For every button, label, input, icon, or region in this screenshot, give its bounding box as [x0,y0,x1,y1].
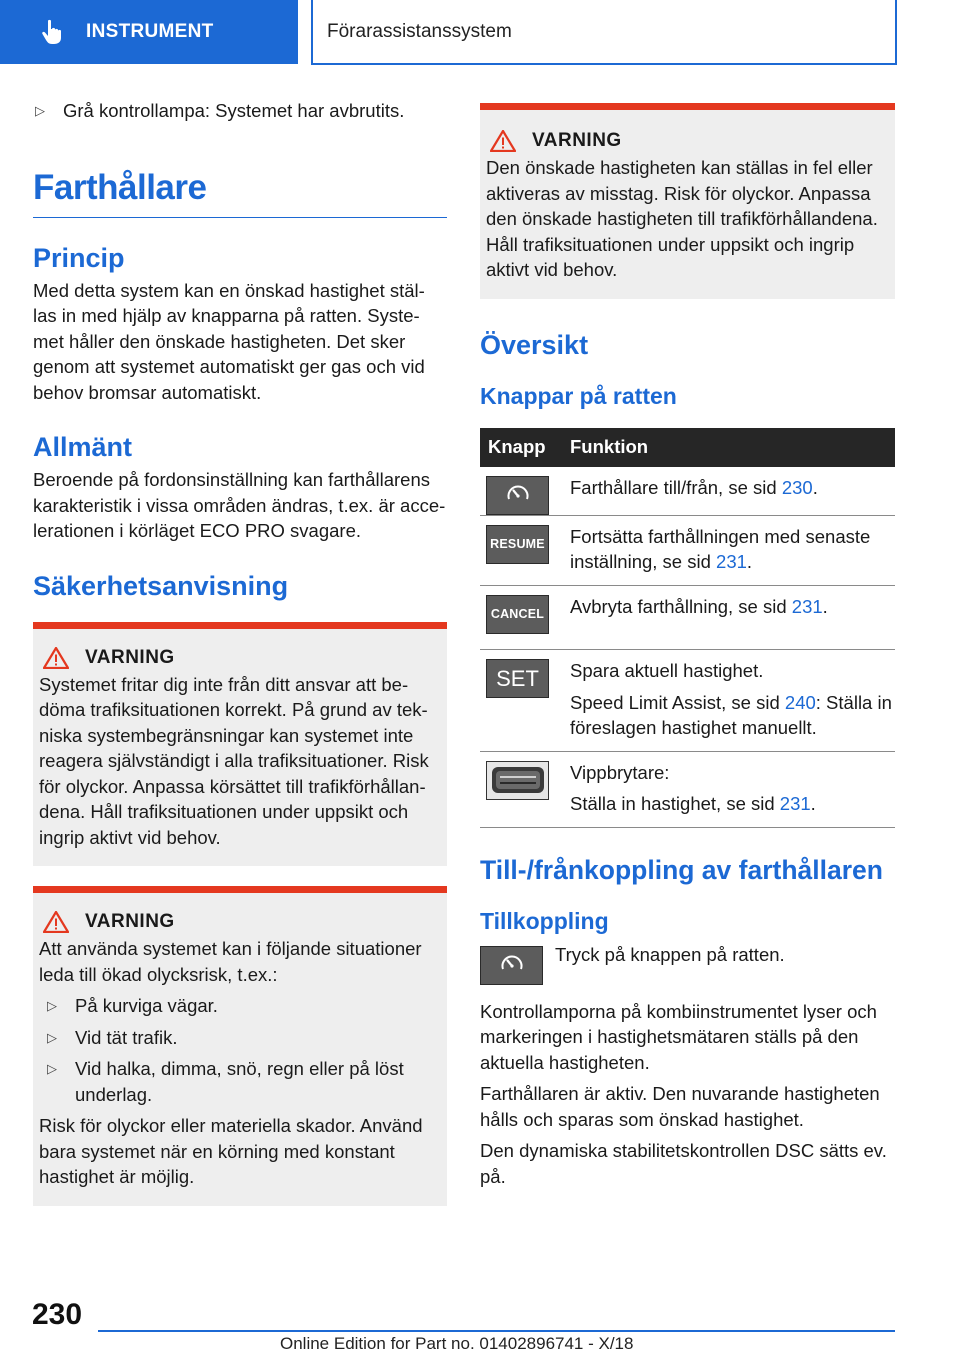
function-text: : Ställa in föreslagen hastighet manuellt. [570,691,892,738]
triangle-bullet-icon: ▷ [47,1029,57,1045]
paragraph: Farthållaren är aktiv. Den nuvarande hastigheten hålls och sparas som önskad hastighet. [480,1083,880,1130]
oversikt-heading: Översikt [480,329,589,360]
knappar-heading: Knappar på ratten [480,382,677,409]
warning-text: Systemet fritar dig inte från ditt ansvar att be-döma trafiksituationen korrekt. På grund av tek-niska systembegränsningar kan systemet inte reagera självständigt i alla trafiksituationer. Risk för olyckor. Anpassa körsättet till trafikförhållan-dena. Håll trafiksituationen under uppsikt och ingrip aktivt vid behov. [39,673,429,848]
princip-text: Med detta system kan en önskad hastighet stäl-las in med hjälp av knapparna på ratten. Syste-met håller den önskade hastigheten. Det sker genom att systemet automatiskt ger gas och vid behov bromsar automatiskt. [33,279,425,403]
function-cell [562,467,895,516]
list-item-text: Vid tät trafik. [75,1026,178,1048]
list-item [47,1025,441,1051]
section-header [311,0,897,65]
function-text: . [812,476,818,498]
warning-outro: Risk för olyckor eller materiella skador. Använd bara systemet när en körning med konstant hastighet är möjlig. [39,1115,423,1187]
table-row [480,515,895,585]
paragraph: Kontrollamporna på kombiinstrumentet lyser och markeringen i hastighetsmätaren ställs på den aktuella hastigheten. [480,1000,877,1073]
cruise-control-icon [486,476,549,515]
function-cell [562,585,895,650]
table-row [480,467,895,516]
warning-icon [490,130,516,152]
warning-title: VARNING [85,911,175,932]
col-header-function: Funktion [562,428,895,467]
warning-title: VARNING [532,130,622,151]
list-item [47,1056,441,1107]
function-text: Farthållare till/från, se sid [570,476,782,498]
right-column [480,103,895,1189]
page-link[interactable]: 231 [779,793,811,814]
page-link[interactable]: 240 [784,691,816,713]
warning-box [33,886,447,1206]
chapter-tab-label: INSTRUMENT [86,21,214,42]
function-cell [562,751,895,827]
cruise-control-icon [480,946,543,985]
page-link[interactable]: 230 [781,476,813,498]
set-button-image: SET [486,659,549,698]
princip-heading: Princip [33,242,125,273]
col-header-button: Knapp [480,428,562,467]
warning-title: VARNING [85,646,175,668]
warning-icon [43,911,69,933]
footer-divider [98,1330,895,1332]
cancel-button-image: CANCEL [486,595,549,634]
page-link[interactable]: 231 [791,595,823,617]
section-title: Förarassistanssystem [327,20,512,42]
table-row [480,650,895,752]
function-cell [562,650,895,752]
function-text: Spara aktuell hastighet. [570,660,764,681]
chapter-title: Farthållare [33,168,447,218]
sakerhet-heading: Säkerhetsanvisning [33,570,289,601]
function-text: . [746,551,753,572]
table-row [480,751,895,827]
list-item [47,993,441,1019]
rocker-switch-icon [486,761,549,800]
function-text: Ställa in hastighet, se sid [570,793,780,814]
tillkoppling-heading: Tillkoppling [480,907,609,934]
resume-button-image: RESUME [486,525,549,564]
function-text: . [810,793,816,814]
function-text: Fortsätta farthållningen med senaste inställning, se sid [570,525,871,572]
triangle-bullet-icon: ▷ [47,1061,57,1076]
hand-pointer-icon [38,18,66,46]
instruction-row [480,943,895,985]
paragraph: Den dynamiska stabilitetskontrollen DSC sätts ev. på. [480,1140,887,1187]
allmant-text: Beroende på fordonsinställning kan farthållarens karakteristik i vissa områden ändras, t.ex. är acce-lerationen i körläget ECO PRO svagare. [33,469,446,541]
page-link[interactable]: 231 [716,551,747,572]
function-text: . [822,595,828,617]
warning-icon [43,647,69,669]
page-number: 230 [32,1298,83,1331]
triangle-bullet-icon: ▷ [35,103,45,118]
instruction-text: Tryck på knappen på ratten. [555,943,785,965]
warning-box [33,622,447,867]
edition-text: Online Edition for Part no. 01402896741 - X/18 [280,1334,634,1353]
buttons-table [480,428,895,828]
function-text: Vippbrytare: [570,761,670,783]
allmant-heading: Allmänt [33,432,133,462]
till-heading: Till-/frånkoppling av farthållaren [480,854,883,885]
table-row [480,585,895,650]
function-text: Avbryta farthållning, se sid [570,595,792,617]
warning-box [480,103,895,299]
function-text: Speed Limit Assist, se sid [570,691,785,713]
status-bullet [35,98,447,124]
warning-text: Den önskade hastigheten kan ställas in fel eller aktiveras av misstag. Risk för olyckor. Anpassa den önskade hastigheten till trafikförhållandena. Håll trafiksituationen under uppsikt och ingrip aktivt vid behov. [486,157,878,280]
list-item-text: Vid halka, dimma, snö, regn eller på löst underlag. [75,1058,404,1105]
function-cell [562,515,895,585]
triangle-bullet-icon: ▷ [47,998,57,1013]
chapter-tab[interactable] [0,0,298,64]
list-item-text: På kurviga vägar. [75,995,218,1016]
warning-intro: Att använda systemet kan i följande situationer leda till ökad olycksrisk, t.ex.: [39,938,422,985]
status-bullet-text: Grå kontrollampa: Systemet har avbrutits. [63,100,405,121]
left-column [33,98,447,1206]
